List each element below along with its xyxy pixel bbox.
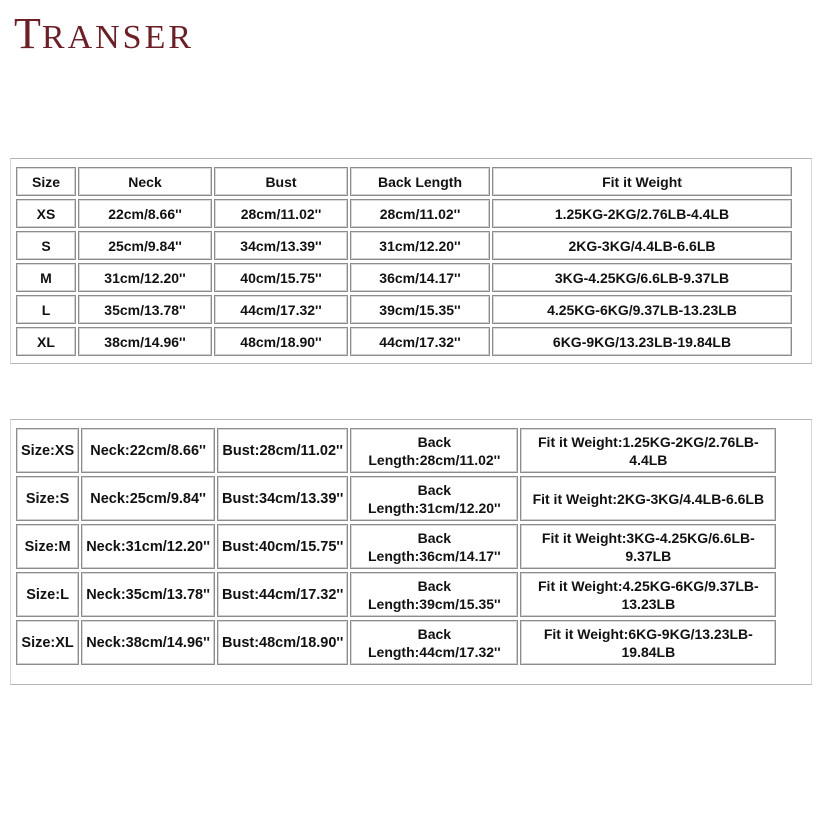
cell-neck: 22cm/8.66'' — [78, 199, 212, 228]
table-row — [16, 572, 776, 617]
back-length-line1: Back — [417, 481, 452, 498]
cell-size: XS — [16, 199, 76, 228]
cell-fit-weight: 4.25KG-6KG/9.37LB-13.23LB — [492, 295, 792, 324]
table-header-row — [16, 167, 792, 196]
cell-neck: 25cm/9.84'' — [78, 231, 212, 260]
cell-bust: 34cm/13.39'' — [214, 231, 348, 260]
cell-back-length: 28cm/11.02'' — [350, 199, 490, 228]
cell-fit-weight: Fit it Weight:2KG-3KG/4.4LB-6.6LB — [520, 476, 776, 521]
table-row — [16, 428, 776, 473]
cell-bust: Bust:48cm/18.90'' — [217, 620, 348, 665]
table-row — [16, 620, 776, 665]
table-row — [16, 263, 792, 292]
back-length-line1: Back — [417, 577, 452, 594]
table-row — [16, 524, 776, 569]
size-chart-panel-labeled — [10, 419, 812, 685]
cell-neck: 31cm/12.20'' — [78, 263, 212, 292]
cell-fit-weight: 2KG-3KG/4.4LB-6.6LB — [492, 231, 792, 260]
cell-size: L — [16, 295, 76, 324]
header-neck: Neck — [78, 167, 212, 196]
back-length-line2: Length:44cm/17.32'' — [367, 643, 501, 660]
cell-size: XL — [16, 327, 76, 356]
cell-bust: Bust:28cm/11.02'' — [217, 428, 348, 473]
size-chart-table — [14, 164, 794, 359]
cell-size: Size:XL — [16, 620, 79, 665]
table-row — [16, 476, 776, 521]
back-length-line2: Length:36cm/14.17'' — [367, 547, 501, 564]
cell-fit-weight: 3KG-4.25KG/6.6LB-9.37LB — [492, 263, 792, 292]
cell-back-length: 39cm/15.35'' — [350, 295, 490, 324]
back-length-line1: Back — [417, 529, 452, 546]
cell-back-length: 31cm/12.20'' — [350, 231, 490, 260]
cell-fit-weight: Fit it Weight:1.25KG-2KG/2.76LB-4.4LB — [520, 428, 776, 473]
cell-size: Size:XS — [16, 428, 79, 473]
cell-back-length: 44cm/17.32'' — [350, 327, 490, 356]
back-length-line2: Length:28cm/11.02'' — [368, 451, 501, 468]
cell-fit-weight: 1.25KG-2KG/2.76LB-4.4LB — [492, 199, 792, 228]
table-row — [16, 327, 792, 356]
cell-neck: Neck:25cm/9.84'' — [81, 476, 215, 521]
cell-bust: Bust:40cm/15.75'' — [217, 524, 348, 569]
header-bust: Bust — [214, 167, 348, 196]
cell-bust: 44cm/17.32'' — [214, 295, 348, 324]
size-chart-labeled-table — [14, 425, 778, 668]
header-fit-weight: Fit it Weight — [492, 167, 792, 196]
cell-neck: 35cm/13.78'' — [78, 295, 212, 324]
cell-back-length — [350, 428, 518, 473]
cell-size: M — [16, 263, 76, 292]
cell-size: Size:L — [16, 572, 79, 617]
brand-logo — [14, 9, 195, 58]
cell-bust: Bust:44cm/17.32'' — [217, 572, 348, 617]
cell-back-length — [350, 620, 518, 665]
back-length-line2: Length:39cm/15.35'' — [367, 595, 501, 612]
cell-back-length: 36cm/14.17'' — [350, 263, 490, 292]
table-row — [16, 199, 792, 228]
cell-neck: Neck:31cm/12.20'' — [81, 524, 215, 569]
cell-bust: 48cm/18.90'' — [214, 327, 348, 356]
cell-size: S — [16, 231, 76, 260]
cell-fit-weight: Fit it Weight:3KG-4.25KG/6.6LB-9.37LB — [520, 524, 776, 569]
cell-fit-weight: Fit it Weight:6KG-9KG/13.23LB-19.84LB — [520, 620, 776, 665]
size-chart-panel-compact — [10, 158, 812, 364]
cell-fit-weight: 6KG-9KG/13.23LB-19.84LB — [492, 327, 792, 356]
cell-back-length — [350, 572, 518, 617]
cell-neck: Neck:22cm/8.66'' — [81, 428, 215, 473]
cell-fit-weight: Fit it Weight:4.25KG-6KG/9.37LB-13.23LB — [520, 572, 776, 617]
cell-size: Size:M — [16, 524, 79, 569]
back-length-line2: Length:31cm/12.20'' — [367, 499, 501, 516]
cell-neck: 38cm/14.96'' — [78, 327, 212, 356]
header-size: Size — [16, 167, 76, 196]
cell-back-length — [350, 476, 518, 521]
back-length-line1: Back — [417, 625, 452, 642]
table-row — [16, 231, 792, 260]
header-back-length: Back Length — [350, 167, 490, 196]
brand-logo-initial: T — [14, 9, 42, 58]
cell-back-length — [350, 524, 518, 569]
cell-bust: Bust:34cm/13.39'' — [217, 476, 348, 521]
cell-size: Size:S — [16, 476, 79, 521]
cell-bust: 28cm/11.02'' — [214, 199, 348, 228]
brand-logo-rest: RANSER — [41, 19, 195, 56]
back-length-line1: Back — [417, 433, 452, 450]
cell-neck: Neck:35cm/13.78'' — [81, 572, 215, 617]
cell-bust: 40cm/15.75'' — [214, 263, 348, 292]
table-row — [16, 295, 792, 324]
cell-neck: Neck:38cm/14.96'' — [81, 620, 215, 665]
